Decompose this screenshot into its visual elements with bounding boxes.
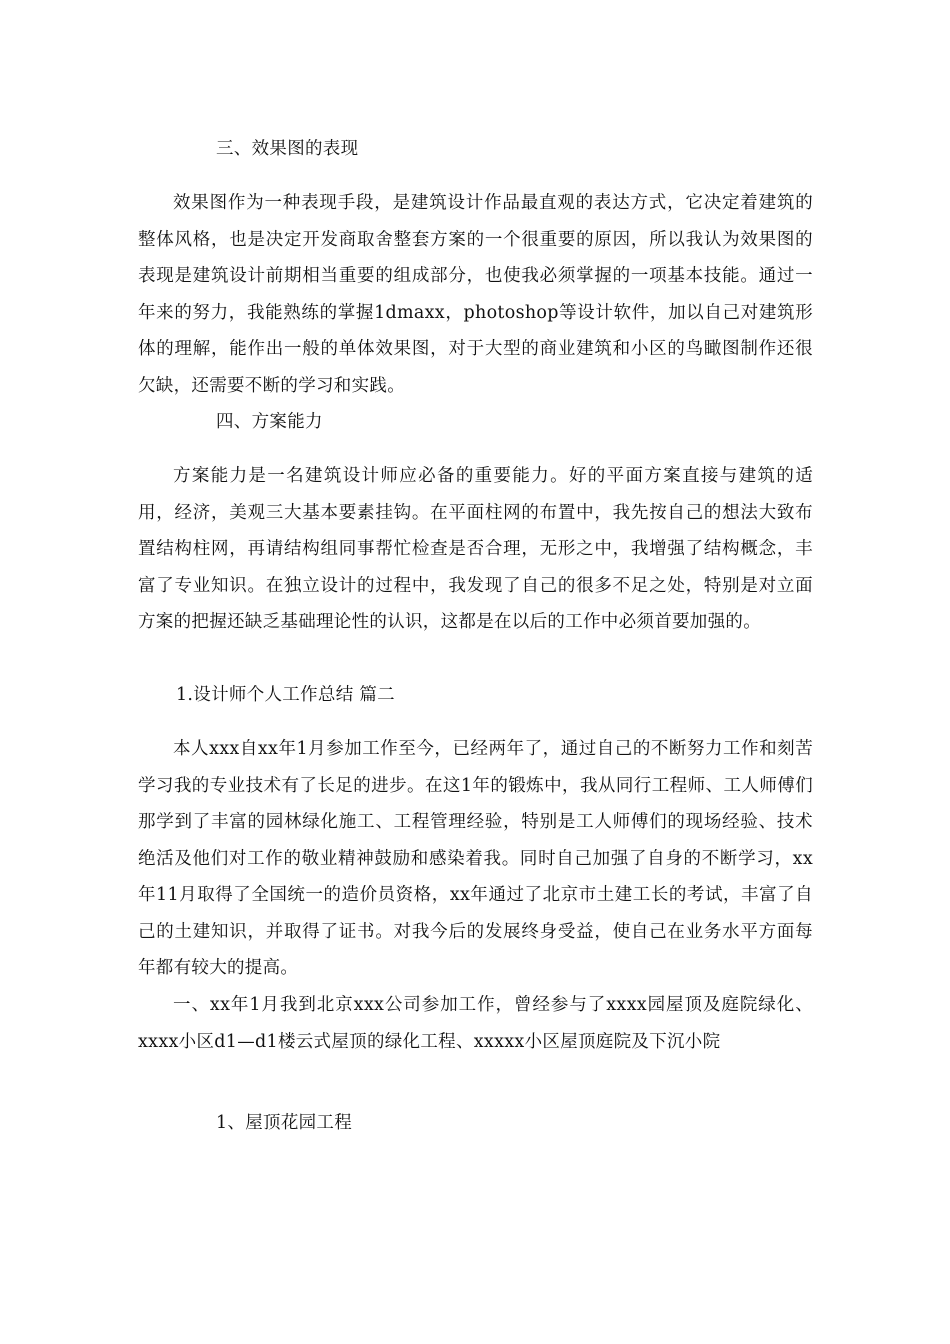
paragraph-rendering: 效果图作为一种表现手段，是建筑设计作品最直观的表达方式，它决定着建筑的整体风格，也是决定开发商取舍整套方案的一个很重要的原因，所以我认为效果图的表现是建筑设计前期相当重要的组成部分，也使我必须掌握的一项基本技能。通过一年来的努力，我能熟练的掌握1dmaxx，photoshop等设计软件，加以自己对建筑形体的理解，能作出一般的单体效果图，对于大型的商业建筑和小区的鸟瞰图制作还很欠缺，还需要不断的学习和实践。 [138,193,813,396]
subsection-heading-roof-garden: 1、屋顶花园工程 [216,1113,353,1133]
paragraph-projects: 一、xx年1月我到北京xxx公司参加工作，曾经参与了xxxx园屋顶及庭院绿化、xxxx小区d1—d1楼云式屋顶的绿化工程、xxxxx小区屋顶庭院及下沉小院 [138,995,813,1052]
paragraph-intro: 本人xxx自xx年1月参加工作至今，已经两年了，通过自己的不断努力工作和刻苦学习我的专业技术有了长足的进步。在这1年的锻炼中，我从同行工程师、工人师傅们那学到了丰富的园林绿化施工、工程管理经验，特别是工人师傅们的现场经验、技术绝活及他们对工作的敬业精神鼓励和感染着我。同时自己加强了自身的不断学习，xx年11月取得了全国统一的造价员资格，xx年通过了北京市土建工长的考试，丰富了自己的土建知识，并取得了证书。对我今后的发展终身受益，使自己在业务水平方面每年都有较大的提高。 [138,739,813,978]
article-heading-part-two: 1.设计师个人工作总结 篇二 [176,685,395,705]
section-heading-scheme: 四、方案能力 [216,412,323,432]
paragraph-scheme: 方案能力是一名建筑设计师应必备的重要能力。好的平面方案直接与建筑的适用，经济，美观三大基本要素挂钩。在平面柱网的布置中，我先按自己的想法大致布置结构柱网，再请结构组同事帮忙检查是否合理，无形之中，我增强了结构概念，丰富了专业知识。在独立设计的过程中，我发现了自己的很多不足之处，特别是对立面方案的把握还缺乏基础理论性的认识，这都是在以后的工作中必须首要加强的。 [138,466,813,632]
section-heading-rendering: 三、效果图的表现 [216,139,359,159]
